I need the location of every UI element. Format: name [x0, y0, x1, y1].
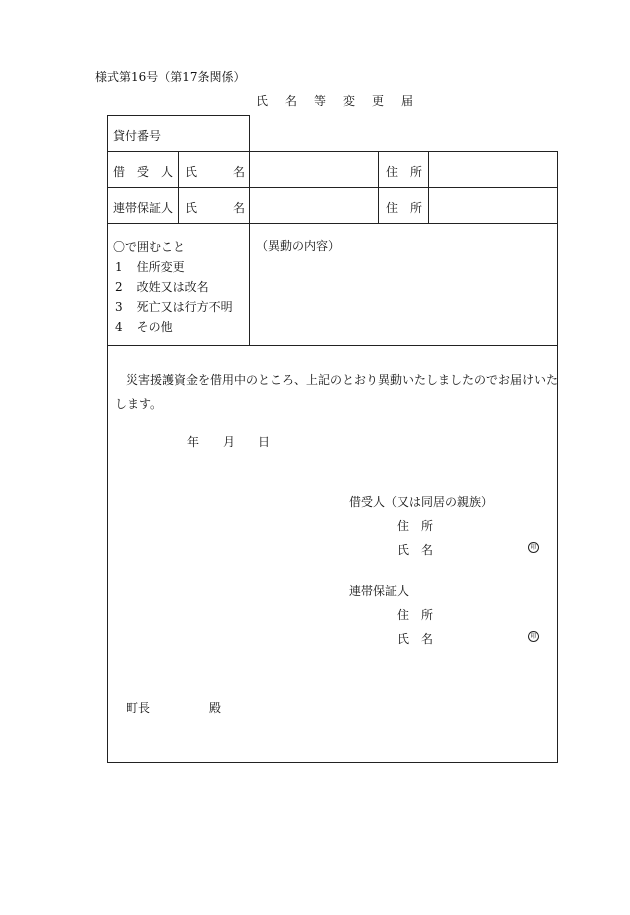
guarantor-signature-title: 連帯保証人 — [349, 584, 410, 598]
date-month: 月 — [223, 435, 236, 449]
guarantor-address-label: 住 所 — [386, 201, 423, 215]
table-border — [107, 762, 558, 763]
guarantor-name-field[interactable] — [252, 188, 376, 222]
title-char: 等 — [313, 94, 327, 108]
addressee-honorific: 殿 — [209, 701, 222, 715]
borrower-name-field[interactable] — [252, 152, 376, 186]
borrower-address-field[interactable] — [430, 152, 555, 186]
table-border — [557, 151, 558, 763]
table-border — [107, 223, 558, 224]
borrower-label: 借 受 人 — [113, 165, 174, 179]
option-number: 4 — [115, 320, 123, 334]
table-border — [107, 345, 558, 346]
loan-number-label: 貸付番号 — [113, 129, 162, 143]
option-item[interactable] — [115, 298, 233, 315]
guarantor-address-field[interactable] — [430, 188, 555, 222]
form-number: 様式第16号（第17条関係） — [95, 70, 246, 84]
date-year: 年 — [187, 435, 200, 449]
option-number: 1 — [115, 260, 123, 274]
borrower-signature-address-label: 住 所 — [397, 519, 434, 533]
addressee-recipient: 町長 — [126, 701, 151, 715]
option-label: 死亡又は行方不明 — [136, 300, 233, 314]
guarantor-label: 連帯保証人 — [113, 201, 174, 215]
table-border — [107, 115, 250, 116]
option-number: 3 — [115, 300, 123, 314]
table-border — [428, 151, 429, 223]
borrower-signature-name-label: 氏 名 — [397, 543, 434, 557]
statement-line-2: します。 — [115, 397, 163, 411]
option-label: 改姓又は改名 — [136, 280, 209, 294]
option-item[interactable] — [115, 318, 173, 335]
change-details-label: （異動の内容） — [256, 239, 341, 253]
borrower-address-label: 住 所 — [386, 165, 423, 179]
guarantor-signature-name-label: 氏 名 — [397, 632, 434, 646]
seal-mark: 印 — [528, 542, 539, 553]
options-instruction: 〇で囲むこと — [113, 240, 186, 254]
guarantor-name-label: 氏 名 — [185, 201, 246, 215]
title-char: 更 — [371, 94, 385, 108]
change-details-field[interactable] — [252, 255, 554, 343]
table-border — [249, 115, 250, 346]
option-label: その他 — [136, 320, 173, 334]
title-char: 名 — [284, 94, 298, 108]
title-char: 変 — [342, 94, 356, 108]
statement-line-1: 災害援護資金を借用中のところ、上記のとおり異動いたしましたのでお届けいた — [126, 373, 559, 387]
table-border — [107, 115, 108, 763]
title-char: 届 — [400, 94, 414, 108]
seal-mark: 印 — [528, 631, 539, 642]
guarantor-signature-address-label: 住 所 — [397, 608, 434, 622]
borrower-name-label: 氏 名 — [185, 165, 246, 179]
option-item[interactable] — [115, 258, 185, 275]
loan-number-field[interactable] — [255, 115, 549, 151]
table-border — [378, 151, 379, 223]
option-number: 2 — [115, 280, 123, 294]
date-day: 日 — [258, 435, 271, 449]
title-char: 氏 — [255, 94, 269, 108]
table-border — [178, 151, 179, 223]
option-label: 住所変更 — [136, 260, 185, 274]
borrower-signature-title: 借受人（又は同居の親族） — [349, 495, 494, 509]
form-title — [248, 92, 422, 109]
option-item[interactable] — [115, 278, 209, 295]
